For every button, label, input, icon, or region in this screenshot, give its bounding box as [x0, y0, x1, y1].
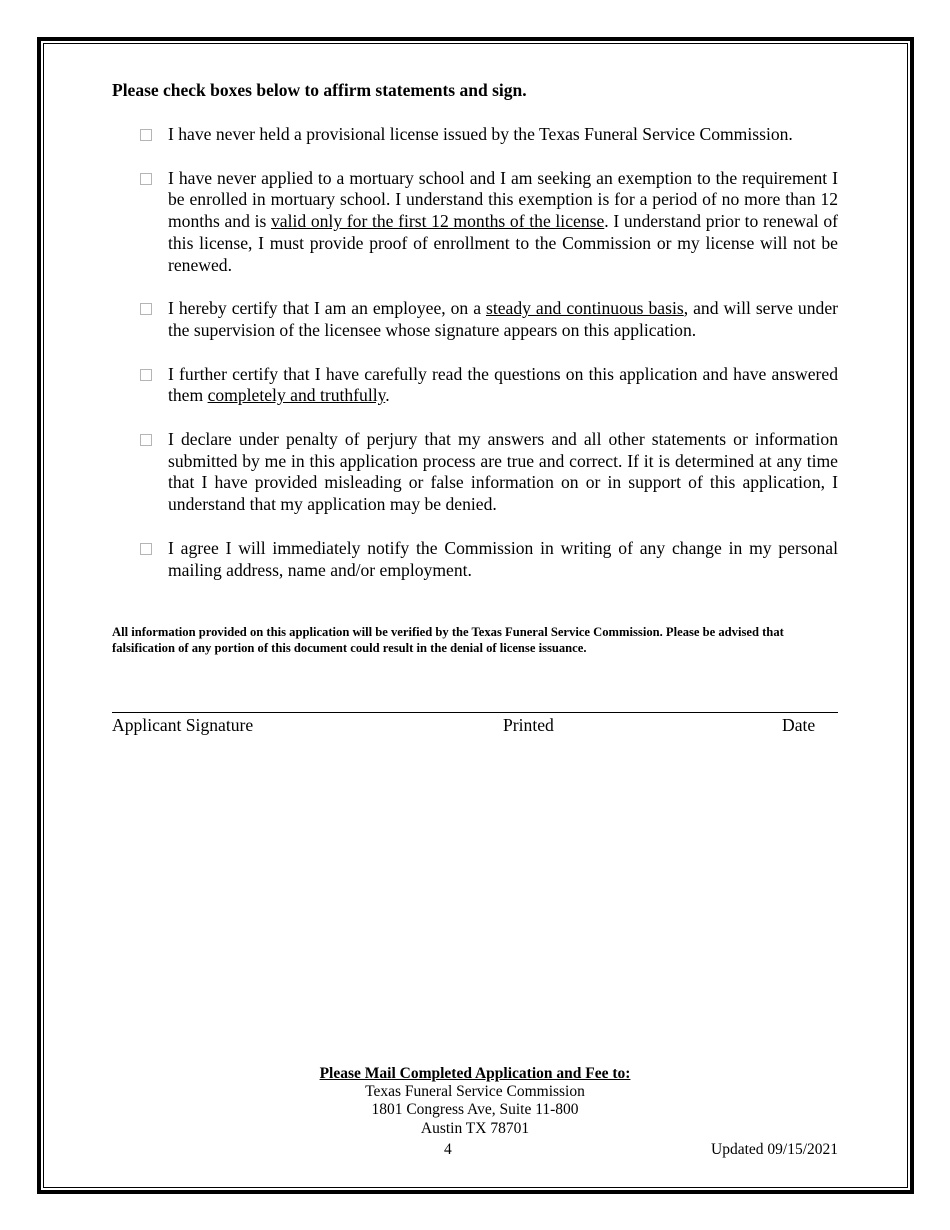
mailing-line-organization: Texas Funeral Service Commission [365, 1083, 585, 1101]
statement-underlined-text: steady and continuous basis [486, 298, 684, 319]
mailing-line-city: Austin TX 78701 [420, 1119, 530, 1137]
statement-text-end: . [385, 385, 390, 406]
statement-text: I declare under penalty of perjury that my answers and all other statements or information submitted by me in this application process are true and correct. If it is determined at any time that I have provided misleading or false information on or in support of this application, I understand that my application may be denied. [168, 429, 838, 515]
affirmation-checkbox[interactable] [140, 369, 152, 381]
affirmation-list [140, 124, 838, 603]
statement-underlined-text: completely and truthfully [207, 385, 386, 406]
updated-date: Updated 09/15/2021 [711, 1141, 838, 1158]
page-number: 4 [444, 1141, 452, 1158]
statement-text-end: . I understand prior to renewal of this license, I must provide proof of enrollment to the Commission or my license will not be renewed. [168, 211, 839, 275]
mailing-line-street: 1801 Congress Ave, Suite 11-800 [371, 1101, 579, 1119]
affirmation-item-provisional-license [140, 124, 838, 146]
statement-text: I further certify that I have carefully read the questions on this application and have answered them [168, 363, 838, 406]
instructions-heading: Please check boxes below to affirm statements and sign. [112, 80, 527, 100]
statement-text: I have never held a provisional license issued by the Texas Funeral Service Commission. [168, 124, 793, 144]
affirmation-item-perjury [140, 429, 838, 516]
statement-text: I have never applied to a mortuary school and I am seeking an exemption to the requirement I be enrolled in mortuary school. I understand this exemption is for a period of no more than 12 months and is [168, 167, 838, 232]
mailing-address-block [280, 1065, 670, 1138]
affirmation-item-mortuary-school [140, 168, 838, 277]
date-label: Date [782, 715, 816, 735]
affirmation-checkbox[interactable] [140, 543, 152, 555]
statement-text: I hereby certify that I am an employee, on a [168, 298, 486, 319]
statement-text: I agree I will immediately notify the Commission in writing of any change in my personal mailing address, name and/or employment. [168, 537, 838, 580]
verification-notice: All information provided on this application will be verified by the Texas Funeral Service Commission. Please be advised that falsification of any portion of this document could result in the denial of license issuance. [112, 625, 784, 655]
affirmation-item-notify-changes [140, 538, 838, 581]
affirmation-checkbox[interactable] [140, 173, 152, 185]
applicant-signature-label: Applicant Signature [112, 715, 254, 735]
affirmation-checkbox[interactable] [140, 434, 152, 446]
affirmation-checkbox[interactable] [140, 303, 152, 315]
affirmation-item-employee [140, 298, 838, 341]
affirmation-checkbox[interactable] [140, 129, 152, 141]
statement-text-end: , and will serve under the supervision of the licensee whose signature appears on this application. [168, 298, 838, 340]
mailing-title: Please Mail Completed Application and Fee to: [319, 1065, 631, 1082]
statement-underlined-text: valid only for the first 12 months of the license [270, 211, 605, 232]
signature-line[interactable] [112, 712, 838, 713]
affirmation-item-truthful [140, 364, 838, 407]
printed-name-label: Printed [503, 715, 554, 735]
